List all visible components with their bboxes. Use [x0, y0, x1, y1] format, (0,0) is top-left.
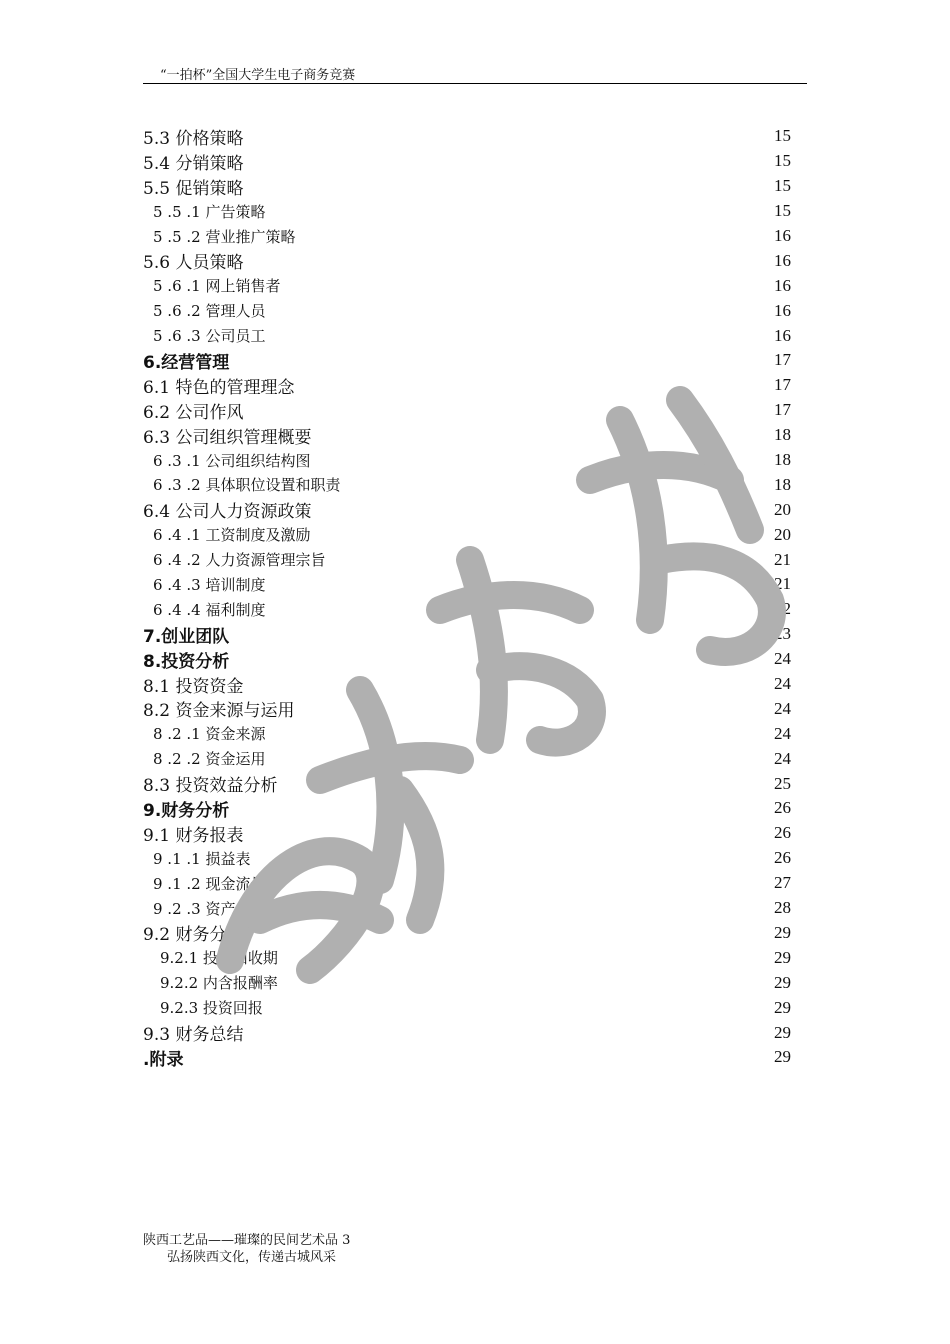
toc-entry-title: 5.4 分销策略 [143, 153, 244, 174]
toc-entry[interactable] [143, 821, 791, 846]
toc-entry-page-number: 29 [774, 1022, 791, 1042]
toc-entry-title: 8.投资分析 [143, 651, 230, 672]
toc-entry-page-number: 17 [774, 350, 791, 370]
toc-entry-title: 5 .5 .2 营业推广策略 [153, 227, 296, 246]
toc-entry-page-number: 29 [774, 922, 791, 942]
toc-entry-title: 6 .4 .3 培训制度 [153, 575, 266, 594]
toc-entry[interactable] [143, 721, 791, 746]
footer-slogan: 弘扬陕西文化，传递古城风采 [167, 1250, 337, 1265]
running-header: “一拍杯”全国大学生电子商务竞赛 [160, 68, 356, 83]
toc-entry[interactable] [143, 497, 791, 522]
header-divider [143, 83, 807, 84]
toc-entry[interactable] [143, 124, 791, 149]
toc-entry[interactable] [143, 771, 791, 796]
toc-entry[interactable] [143, 970, 791, 995]
toc-entry-page-number: 15 [774, 151, 791, 171]
toc-entry[interactable] [143, 224, 791, 249]
toc-entry-page-number: 16 [774, 226, 791, 245]
toc-entry-page-number: 16 [774, 300, 791, 320]
toc-entry[interactable] [143, 945, 791, 970]
toc-entry[interactable] [143, 423, 791, 448]
toc-entry-page-number: 18 [774, 474, 791, 494]
toc-entry[interactable] [143, 995, 791, 1020]
toc-entry-page-number: 24 [774, 748, 791, 768]
toc-entry-title: 6 .4 .2 人力资源管理宗旨 [153, 551, 326, 570]
toc-entry-title: 9.财务分析 [143, 801, 230, 821]
toc-entry-title: 6 .4 .1 工资制度及激励 [153, 526, 311, 545]
toc-entry-page-number: 29 [774, 1047, 791, 1067]
toc-entry[interactable] [143, 323, 791, 348]
toc-entry-page-number: 26 [774, 798, 791, 818]
toc-entry-title: 8 .2 .1 资金来源 [153, 725, 266, 744]
toc-entry[interactable] [143, 273, 791, 298]
table-of-contents [143, 124, 791, 1070]
toc-entry-page-number: 29 [774, 997, 791, 1017]
toc-entry[interactable] [143, 746, 791, 771]
toc-entry-page-number: 24 [774, 649, 791, 669]
toc-entry-title: 9.2.1 投资回收期 [160, 949, 278, 968]
toc-entry-title: 9 .1 .1 损益表 [153, 849, 251, 868]
toc-entry-title: 9 .2 .3 资产负债表 [153, 899, 281, 918]
toc-entry[interactable] [143, 846, 791, 871]
toc-entry-page-number: 29 [774, 972, 791, 992]
toc-entry[interactable] [143, 597, 791, 622]
toc-entry-page-number: 22 [774, 599, 791, 619]
toc-entry-page-number: 26 [774, 848, 791, 868]
toc-entry-title: 7.创业团队 [143, 626, 230, 647]
toc-entry-title: 9.2 财务分析 [143, 925, 244, 946]
toc-entry-page-number: 16 [774, 250, 791, 270]
toc-entry-title: 5.3 价格策略 [143, 128, 244, 149]
toc-entry-title: 6.2 公司作风 [143, 402, 244, 423]
toc-entry-page-number: 21 [774, 549, 791, 569]
toc-entry-title: 5 .6 .1 网上销售者 [153, 277, 281, 296]
toc-entry[interactable] [143, 298, 791, 323]
toc-entry-title: 6 .3 .2 具体职位设置和职责 [153, 476, 341, 495]
toc-entry-title: 9 .1 .2 现金流量表 [153, 874, 281, 893]
toc-entry-title: .附录 [143, 1049, 184, 1070]
toc-entry-page-number: 29 [774, 947, 791, 967]
toc-entry[interactable] [143, 871, 791, 896]
toc-entry[interactable] [143, 248, 791, 273]
toc-entry-page-number: 25 [774, 773, 791, 793]
toc-entry[interactable] [143, 522, 791, 547]
toc-entry[interactable] [143, 448, 791, 473]
toc-entry[interactable] [143, 672, 791, 697]
toc-entry-title: 6.4 公司人力资源政策 [143, 502, 312, 523]
toc-entry-page-number: 24 [774, 674, 791, 694]
toc-entry-title: 8 .2 .2 资金运用 [153, 750, 266, 769]
toc-entry-title: 5 .6 .3 公司员工 [153, 327, 266, 346]
toc-entry-title: 8.3 投资效益分析 [143, 776, 278, 797]
toc-entry-page-number: 16 [774, 275, 791, 295]
toc-entry-title: 9.2.3 投资回报 [160, 999, 263, 1018]
toc-entry[interactable] [143, 1045, 791, 1070]
toc-entry-page-number: 24 [774, 698, 791, 718]
toc-entry-title: 5 .6 .2 管理人员 [153, 302, 266, 321]
toc-entry-page-number: 15 [774, 176, 791, 196]
toc-entry[interactable] [143, 472, 791, 497]
toc-entry-title: 5.5 促销策略 [143, 178, 244, 199]
toc-entry-page-number: 17 [774, 400, 791, 420]
toc-entry-page-number: 18 [774, 450, 791, 470]
toc-entry[interactable] [143, 796, 791, 821]
toc-entry-page-number: 15 [774, 201, 791, 221]
toc-entry-page-number: 15 [774, 126, 791, 146]
toc-entry[interactable] [143, 921, 791, 946]
toc-entry-page-number: 21 [774, 574, 791, 594]
toc-entry[interactable] [143, 622, 791, 647]
toc-entry[interactable] [143, 398, 791, 423]
toc-entry-title: 8.1 投资资金 [143, 676, 244, 697]
toc-entry[interactable] [143, 149, 791, 174]
toc-entry[interactable] [143, 1020, 791, 1045]
toc-entry-page-number: 24 [774, 723, 791, 743]
toc-entry[interactable] [143, 373, 791, 398]
footer-title: 陕西工艺品——璀璨的民间艺术品 3 [143, 1233, 351, 1248]
toc-entry-title: 9.1 财务报表 [143, 825, 244, 846]
toc-entry-title: 6.1 特色的管理理念 [143, 377, 295, 398]
toc-entry[interactable] [143, 348, 791, 373]
toc-entry-title: 6 .4 .4 福利制度 [153, 600, 266, 619]
toc-entry-page-number: 27 [774, 873, 791, 893]
toc-entry[interactable] [143, 174, 791, 199]
toc-entry-title: 6.经营管理 [143, 352, 230, 373]
toc-entry-page-number: 28 [774, 898, 791, 918]
toc-entry-page-number: 18 [774, 425, 791, 445]
toc-entry-title: 9.3 财务总结 [143, 1025, 244, 1046]
toc-entry[interactable] [143, 572, 791, 597]
toc-entry-title: 5.6 人员策略 [143, 253, 244, 274]
toc-entry-title: 9.2.2 内含报酬率 [160, 974, 278, 993]
toc-entry-page-number: 20 [774, 499, 791, 519]
page-footer [143, 1232, 350, 1266]
toc-entry-title: 6 .3 .1 公司组织结构图 [153, 451, 311, 470]
toc-entry-page-number: 20 [774, 524, 791, 544]
toc-entry-page-number: 17 [774, 375, 791, 395]
toc-entry[interactable] [143, 647, 791, 672]
toc-entry-page-number: 16 [774, 325, 791, 345]
toc-entry-title: 5 .5 .1 广告策略 [153, 202, 266, 221]
toc-entry[interactable] [143, 547, 791, 572]
toc-entry-page-number: 26 [774, 823, 791, 843]
toc-entry-page-number: 23 [774, 624, 791, 644]
toc-entry-title: 8.2 资金来源与运用 [143, 701, 295, 722]
toc-entry[interactable] [143, 896, 791, 921]
toc-entry[interactable] [143, 199, 791, 224]
toc-entry-title: 6.3 公司组织管理概要 [143, 427, 312, 448]
toc-entry[interactable] [143, 696, 791, 721]
